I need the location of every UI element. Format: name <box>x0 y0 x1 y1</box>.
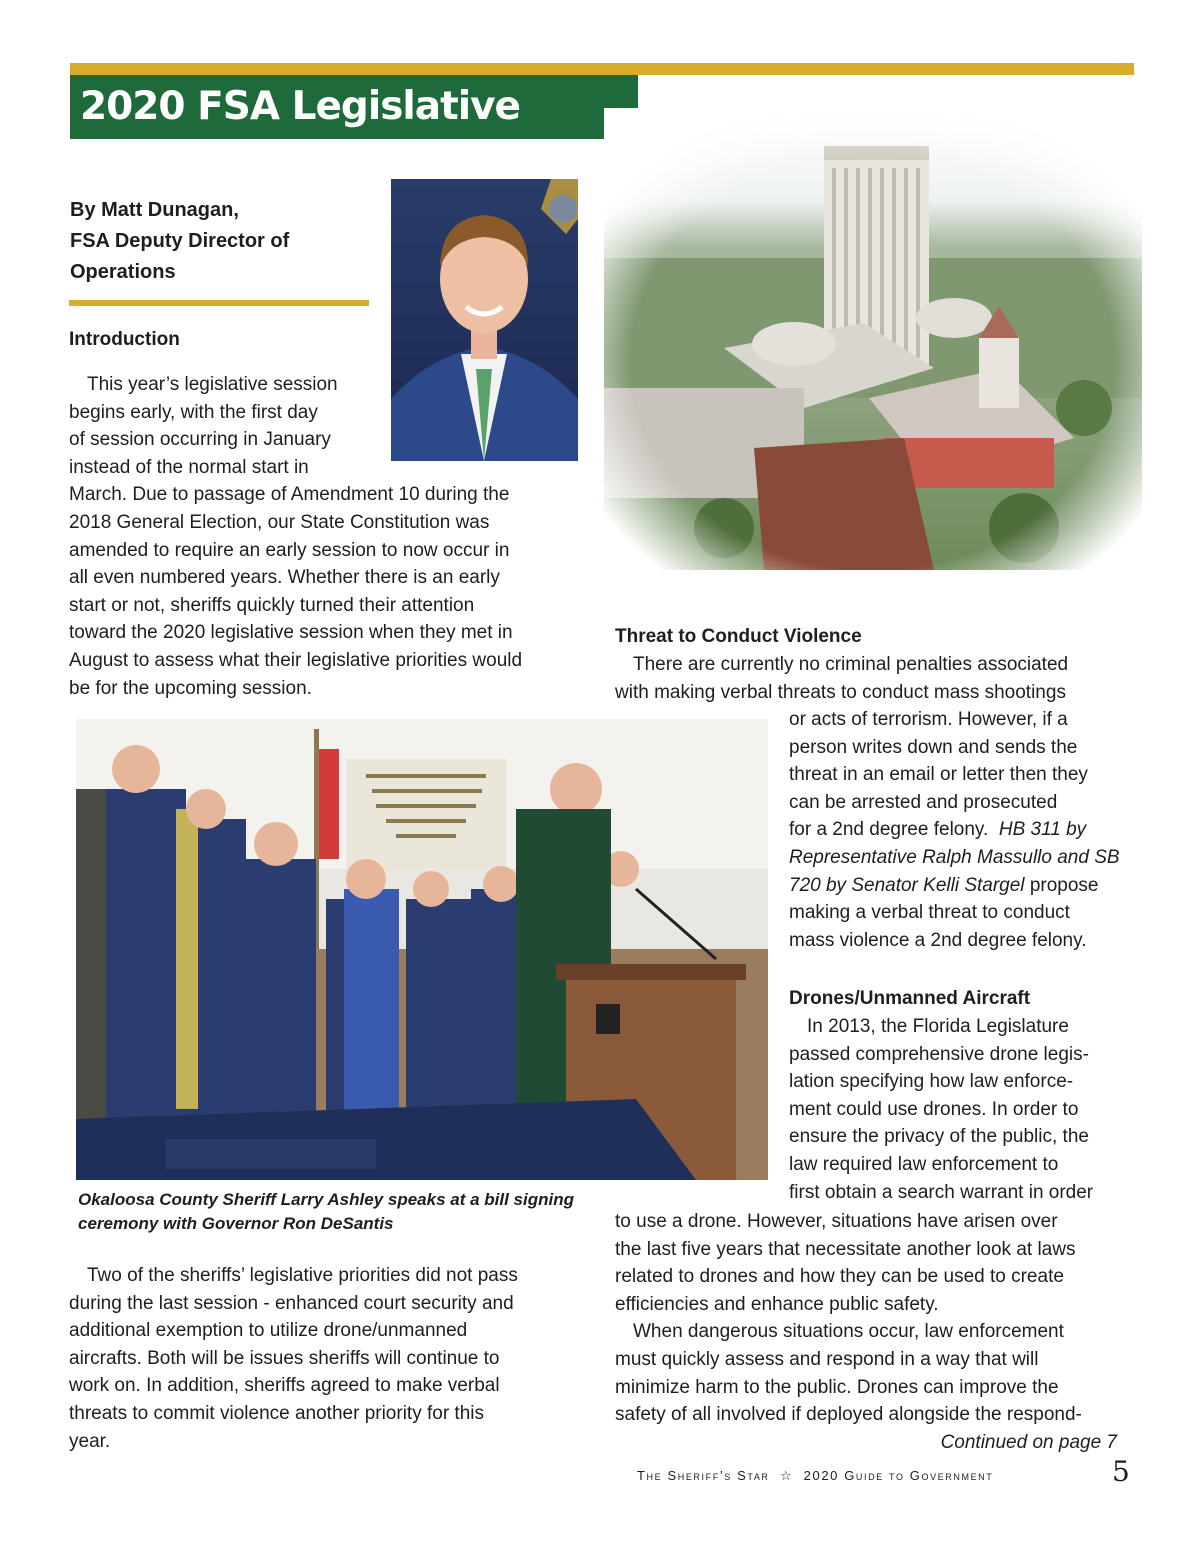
caption-line: ceremony with Governor Ron DeSantis <box>78 1214 394 1233</box>
priorities-paragraph <box>69 1262 589 1455</box>
intro-paragraph <box>69 371 629 702</box>
photo-caption <box>78 1188 598 1236</box>
priorities-line: during the last session - enhanced court security and <box>69 1292 514 1314</box>
byline-role-cont: Operations <box>70 261 176 283</box>
threat-line: person writes down and sends the <box>789 736 1078 758</box>
bill-reference: Representative Ralph Massullo and SB <box>789 846 1120 868</box>
drones-line: the last five years that necessitate another look at laws <box>615 1238 1076 1260</box>
drones-line: must quickly assess and respond in a way that will <box>615 1348 1039 1370</box>
drones-line: minimize harm to the public. Drones can improve the <box>615 1376 1059 1398</box>
byline-name: By Matt Dunagan, <box>70 199 239 221</box>
priorities-line: work on. In addition, sheriffs agreed to make verbal <box>69 1375 500 1397</box>
bill-reference: HB 311 by <box>998 819 1087 841</box>
threat-line <box>789 872 1134 900</box>
drones-heading: Drones/Unmanned Aircraft <box>789 988 1031 1009</box>
intro-line: begins early, with the first day <box>69 401 318 423</box>
bill-reference: 720 by Senator Kelli Stargel <box>789 874 1025 896</box>
intro-line: of session occurring in January <box>69 429 331 451</box>
drones-line: ensure the privacy of the public, the <box>789 1126 1089 1148</box>
threat-paragraph-narrow <box>789 706 1134 954</box>
priorities-line: threats to commit violence another priority for this <box>69 1402 485 1424</box>
threat-line: mass violence a 2nd degree felony. <box>789 929 1087 951</box>
threat-line <box>789 816 1134 844</box>
byline-role: FSA Deputy Director of <box>70 230 290 252</box>
drones-line: When dangerous situations occur, law enforcement <box>633 1321 1064 1343</box>
caption-line: Okaloosa County Sheriff Larry Ashley speaks at a bill signing <box>78 1190 574 1209</box>
intro-line: This year’s legislative session <box>87 374 338 395</box>
drones-line: ment could use drones. In order to <box>789 1098 1079 1120</box>
page-number: 5 <box>1112 1455 1130 1488</box>
threat-paragraph-wide <box>615 651 1135 706</box>
threat-heading: Threat to Conduct Violence <box>615 626 862 647</box>
drones-paragraph-narrow <box>789 1013 1134 1206</box>
capitol-aerial-photo <box>604 108 1142 570</box>
intro-line: amended to require an early session to now occur in <box>69 539 510 561</box>
drones-line: safety of all involved if deployed alongside the respond- <box>615 1404 1082 1426</box>
intro-line: instead of the normal start in <box>69 456 309 478</box>
page-title: 2020 FSA Legislative Preview <box>70 75 638 139</box>
threat-line: with making verbal threats to conduct mass shootings <box>615 681 1066 703</box>
drones-line: passed comprehensive drone legis- <box>789 1043 1089 1065</box>
header-rule <box>70 63 1134 75</box>
intro-line: all even numbered years. Whether there is an early <box>69 567 500 589</box>
drones-line: efficiencies and enhance public safety. <box>615 1293 939 1315</box>
drones-line: law required law enforcement to <box>789 1153 1059 1175</box>
threat-felony-text: for a 2nd degree felony. <box>789 819 989 841</box>
star-icon: ☆ <box>774 1468 799 1483</box>
byline <box>70 195 370 288</box>
footer <box>637 1468 1107 1484</box>
threat-line <box>789 844 1134 872</box>
intro-line: start or not, sheriffs quickly turned their attention <box>69 594 475 616</box>
publication-name: The Sheriff’s Star <box>637 1468 770 1483</box>
intro-line: August to assess what their legislative priorities would <box>69 649 523 671</box>
drones-paragraph-wide <box>615 1208 1135 1429</box>
threat-line: threat in an email or letter then they <box>789 764 1088 786</box>
threat-line: There are currently no criminal penalties associated <box>633 654 1069 675</box>
drones-line: lation specifying how law enforce- <box>789 1071 1074 1093</box>
threat-line: can be arrested and prosecuted <box>789 791 1058 813</box>
intro-line: March. Due to passage of Amendment 10 during the <box>69 484 510 506</box>
drones-line: related to drones and how they can be used to create <box>615 1266 1064 1288</box>
priorities-line: year. <box>69 1430 111 1452</box>
drones-line: to use a drone. However, situations have arisen over <box>615 1211 1058 1232</box>
threat-line: making a verbal threat to conduct <box>789 902 1070 924</box>
priorities-line: additional exemption to utilize drone/unmanned <box>69 1320 468 1342</box>
threat-line: or acts of terrorism. However, if a <box>789 709 1068 730</box>
priorities-line: Two of the sheriffs’ legislative priorities did not pass <box>87 1265 518 1286</box>
threat-propose-text: propose <box>1029 874 1099 896</box>
byline-rule <box>69 300 369 306</box>
drones-line: In 2013, the Florida Legislature <box>807 1016 1069 1037</box>
bill-signing-ceremony-photo <box>76 719 768 1180</box>
intro-heading: Introduction <box>69 329 180 350</box>
intro-line: 2018 General Election, our State Constitution was <box>69 511 490 533</box>
drones-line: first obtain a search warrant in order <box>789 1181 1094 1203</box>
continued-note: Continued on page 7 <box>940 1432 1117 1453</box>
section-name: 2020 Guide to Government <box>803 1468 994 1483</box>
intro-line: toward the 2020 legislative session when they met in <box>69 622 513 644</box>
priorities-line: aircrafts. Both will be issues sheriffs will continue to <box>69 1347 500 1369</box>
intro-line: be for the upcoming session. <box>69 677 312 699</box>
